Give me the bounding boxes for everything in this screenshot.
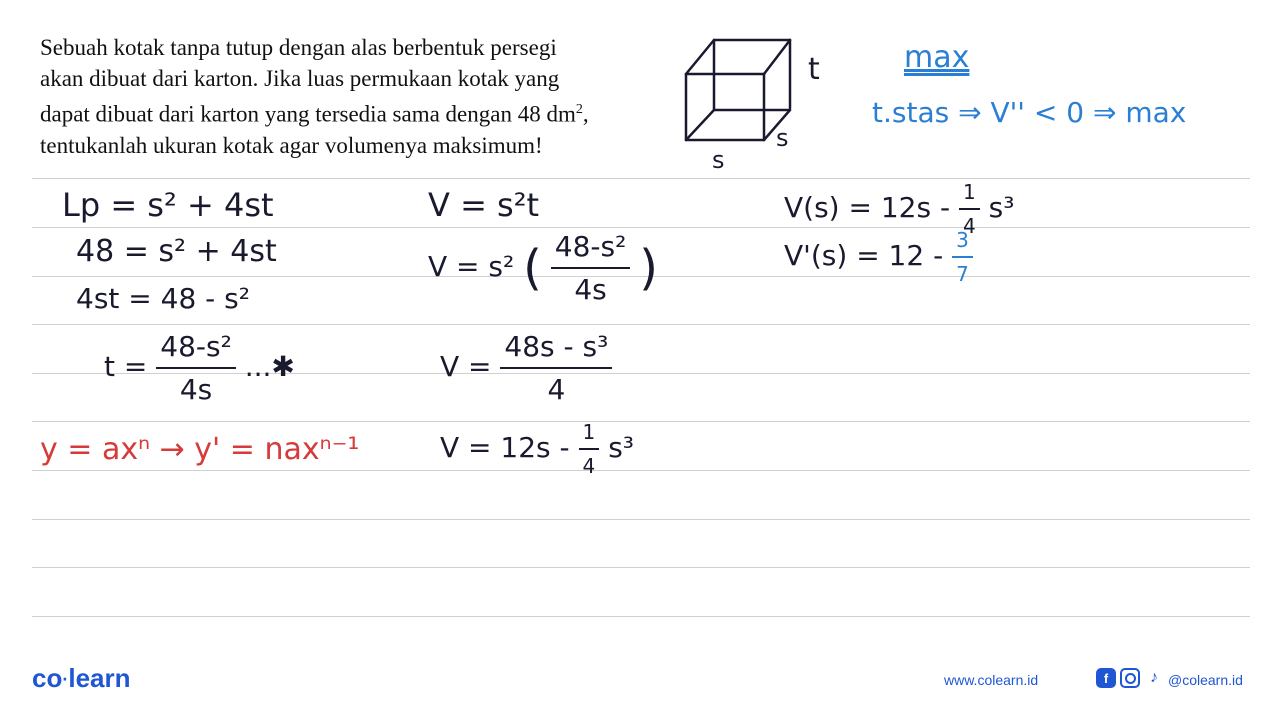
problem-line-3-sup: 2 — [575, 102, 583, 117]
tiktok-icon[interactable]: ♪ — [1150, 669, 1158, 686]
eq-t-tail: ...✱ — [244, 350, 295, 383]
eq-t — [104, 330, 295, 406]
eq-volume-final-fraction — [579, 420, 600, 478]
problem-line-3-post: , — [582, 101, 589, 127]
problem-line-1: Sebuah kotak tanpa tutup dengan alas berbentuk persegi — [40, 35, 557, 60]
eq-vs-tail: s³ — [988, 191, 1015, 224]
eq-volume-sub-num: 48-s² — [551, 230, 631, 269]
eq-vprime-num: 3 — [952, 228, 973, 258]
diagram-label-t: t — [808, 52, 820, 87]
eq-volume: V = s²t — [428, 186, 540, 224]
ruled-line — [32, 567, 1250, 568]
instagram-icon[interactable] — [1120, 668, 1140, 688]
facebook-icon[interactable]: f — [1096, 668, 1116, 688]
box-diagram — [672, 30, 832, 170]
eq-volume-sub — [428, 230, 658, 306]
eq-vprime — [784, 228, 973, 286]
diagram-label-s-right: s — [776, 124, 789, 152]
logo-learn: learn — [68, 663, 131, 693]
ruled-line — [32, 324, 1250, 325]
problem-line-3-text: dapat dibuat dari karton yang tersedia sama dengan 48 dm — [40, 101, 576, 127]
logo-co: co — [32, 663, 63, 693]
logo-dot: · — [62, 669, 69, 690]
eq-volume-sub-den: 4s — [574, 273, 607, 306]
ruled-line — [32, 178, 1250, 179]
eq-vprime-fraction — [952, 228, 973, 286]
ruled-line — [32, 227, 1250, 228]
eq-volume-frac-num: 48s - s³ — [500, 330, 612, 369]
eq-vprime-den: 7 — [956, 262, 969, 286]
eq-volume-frac — [440, 330, 612, 406]
ruled-line — [32, 519, 1250, 520]
eq-surface-area: Lp = s² + 4st — [62, 186, 274, 224]
ruled-line — [32, 421, 1250, 422]
colearn-logo — [32, 663, 131, 694]
eq-power-rule: y = axⁿ → y' = naxⁿ⁻¹ — [40, 432, 360, 467]
diagram-label-s-bottom: s — [712, 146, 725, 174]
eq-t-fraction — [156, 330, 236, 406]
eq-volume-frac-lhs: V = — [440, 350, 492, 383]
eq-volume-frac-den: 4 — [547, 373, 566, 406]
paren-close: ) — [639, 240, 658, 296]
note-max: max — [904, 40, 970, 75]
social-handle[interactable]: @colearn.id — [1168, 672, 1243, 688]
eq-vs-lhs: V(s) = 12s - — [784, 191, 951, 224]
eq-t-num: 48-s² — [156, 330, 236, 369]
eq-vs-num: 1 — [959, 180, 980, 210]
note-stationary: t.stas ⇒ V'' < 0 ⇒ max — [872, 96, 1187, 129]
website-link[interactable]: www.colearn.id — [944, 672, 1039, 688]
paren-open: ( — [523, 240, 542, 296]
problem-line-4: tentukanlah ukuran kotak agar volumenya maksimum! — [40, 132, 543, 158]
eq-volume-final — [440, 420, 634, 478]
eq-t-lhs: t = — [104, 350, 148, 383]
eq-volume-final-num: 1 — [579, 420, 600, 450]
problem-line-3 — [40, 94, 650, 130]
eq-4st: 4st = 48 - s² — [76, 282, 250, 315]
eq-volume-final-lhs: V = 12s - — [440, 431, 570, 464]
problem-line-2: akan dibuat dari karton. Jika luas permukaan kotak yang — [40, 66, 560, 91]
problem-text — [40, 32, 650, 161]
eq-volume-sub-fraction — [551, 230, 631, 306]
eq-vprime-lhs: V'(s) = 12 - — [784, 239, 944, 272]
eq-48-substitution: 48 = s² + 4st — [76, 234, 277, 269]
eq-t-den: 4s — [179, 373, 213, 406]
ruled-line — [32, 470, 1250, 471]
ruled-line — [32, 616, 1250, 617]
eq-vs-den: 4 — [962, 214, 976, 238]
eq-volume-frac-fraction — [500, 330, 612, 406]
eq-volume-sub-lhs: V = s² — [428, 250, 515, 283]
eq-volume-final-tail: s³ — [608, 431, 634, 464]
eq-volume-final-den: 4 — [582, 454, 596, 478]
